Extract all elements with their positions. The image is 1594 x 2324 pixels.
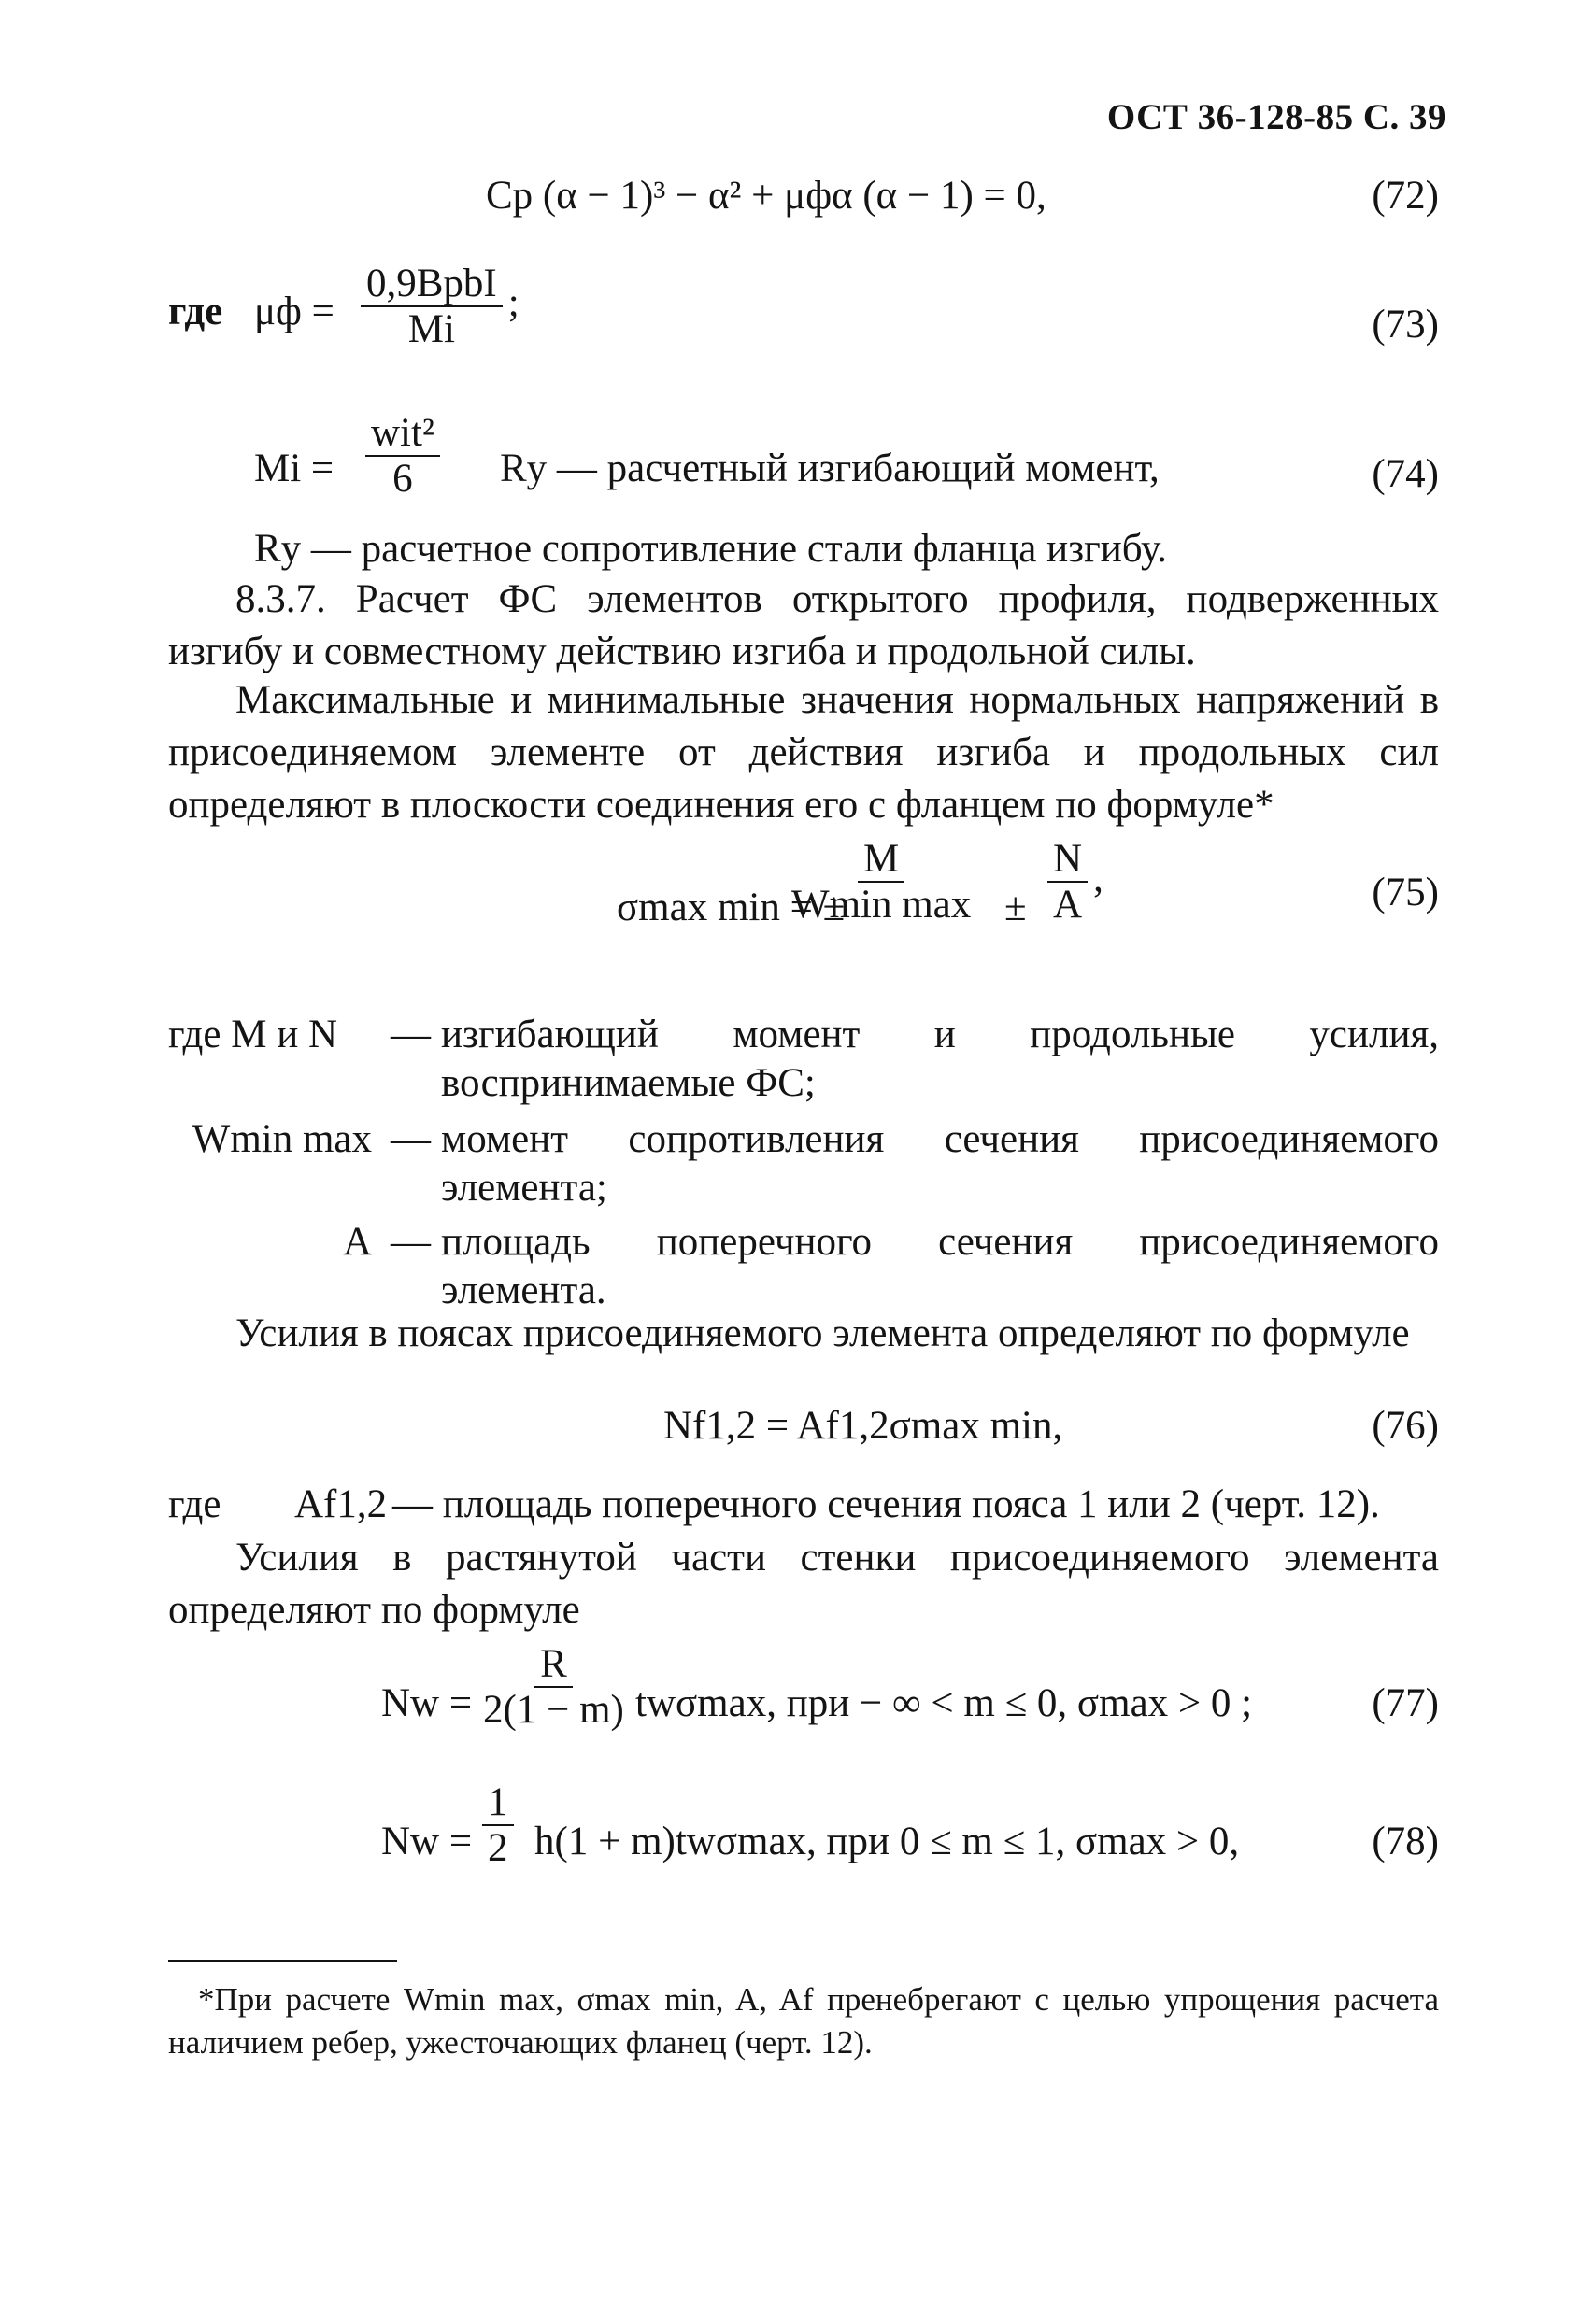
paragraph-flange-forces: Усилия в поясах присоединяемого элемента определяют по формуле [235,1311,1410,1355]
equation-74-lhs: Mi = [254,446,334,490]
equation-75 [168,839,1439,979]
equation-77-rhs: twσmax, при − ∞ < m ≤ 0, σmax > 0 ; [635,1681,1253,1725]
definition-term: A [342,1220,372,1264]
equation-78-lhs: Nw = [381,1820,473,1863]
definition-76-desc: — площадь поперечного сечения пояса 1 или 2 (черт. 12). [392,1482,1380,1526]
equation-74-fraction [360,413,446,499]
definition-76 [168,1481,1439,1533]
definition-desc: изгибающий момент и продольные усилия, воспринимаемые ФС; [441,1013,1439,1105]
page-header: ОСТ 36-128-85 С. 39 [1106,97,1446,137]
equation-75-tail: , [1093,856,1103,900]
equation-77-number: (77) [1372,1681,1439,1725]
equation-78-numerator: 1 [482,1782,514,1826]
equation-77 [168,1644,1439,1756]
equation-78-denominator: 2 [488,1826,508,1870]
definition-ry: Rу — расчетное сопротивление стали фланца изгибу. [254,527,1167,571]
equation-74-rhs: Rу — расчетный изгибающий момент, [500,446,1160,490]
section-8-3-7: 8.3.7. Расчет ФС элементов открытого профиля, подверженных изгибу и совместному действию изгиба и продольной силы. [168,577,1439,673]
equation-73-prefix: где [168,290,223,333]
definition-desc: площадь поперечного сечения присоединяемого элемента. [441,1220,1439,1312]
equation-77-lhs: Nw = [381,1681,473,1725]
equation-78 [168,1782,1439,1894]
footnote-rule [168,1960,397,1962]
equation-75-lhs: σmax min = ± [617,886,846,929]
definition-dash: — [391,1220,431,1264]
equation-76 [168,1406,1439,1462]
equation-76-number: (76) [1372,1404,1439,1448]
definition-term: Wmin max [192,1117,372,1161]
equation-73-denominator: Mi [407,307,455,351]
definition-term: где M и N [168,1013,338,1056]
equation-74-numerator: wit² [365,413,440,457]
equation-72-number: (72) [1372,174,1439,218]
equation-75-mid: ± [1004,886,1027,929]
equation-78-rhs: h(1 + m)twσmax, при 0 ≤ m ≤ 1, σmax > 0, [534,1820,1240,1863]
equation-75-number: (75) [1372,871,1439,914]
equation-73-number: (73) [1372,303,1439,347]
equation-74-number: (74) [1372,452,1439,496]
equation-75-fraction-2 [1042,839,1103,925]
equation-72-body: Cр (α − 1)³ − α² + μфα (α − 1) = 0, [486,174,1046,218]
equation-72 [168,176,1439,222]
paragraph-web-forces: Усилия в растянутой части стенки присоединяемого элемента определяют по формуле [168,1536,1439,1632]
equation-73-lhs: μф = [254,290,334,333]
paragraph-max-min-stress: Максимальные и минимальные значения нормальных напряжений в присоединяемом элементе от действия изгиба и продольных сил определяют в плоскости соединения его с фланцем по формуле* [168,678,1439,827]
equation-73-tail: ; [507,280,519,325]
equation-75-numerator-1: M [858,839,904,883]
equation-78-number: (78) [1372,1820,1439,1863]
equation-73-fraction [355,263,519,349]
equation-75-denominator-1: Wmin max [791,883,972,927]
definition-desc: момент сопротивления сечения присоединяемого элемента; [441,1117,1439,1210]
equation-78-fraction [477,1782,519,1868]
equation-77-numerator: R [534,1644,573,1688]
equation-73-numerator: 0,9BрbI [361,263,503,307]
definitions-75 [168,1011,1439,1319]
equation-76-body: Nf1,2 = Af1,2σmax min, [663,1404,1063,1448]
equation-75-numerator-2: N [1047,839,1088,883]
definition-76-term: Af1,2 [294,1482,388,1526]
equation-75-fraction-1 [780,839,982,925]
equation-74-denominator: 6 [392,457,413,501]
equation-75-denominator-2: A [1053,883,1083,927]
definition-76-prefix: где [168,1482,221,1526]
equation-77-fraction [472,1644,635,1730]
equation-74 [168,413,1439,520]
equation-73 [168,263,1439,366]
definition-dash: — [391,1013,431,1056]
equation-77-denominator: 2(1 − m) [483,1688,624,1732]
footnote: *При расчете Wmin max, σmax min, A, Af пренебрегают с целью упрощения расчета наличием ребер, ужесточающих фланец (черт. 12). [168,1981,1439,2061]
definition-dash: — [391,1117,431,1161]
